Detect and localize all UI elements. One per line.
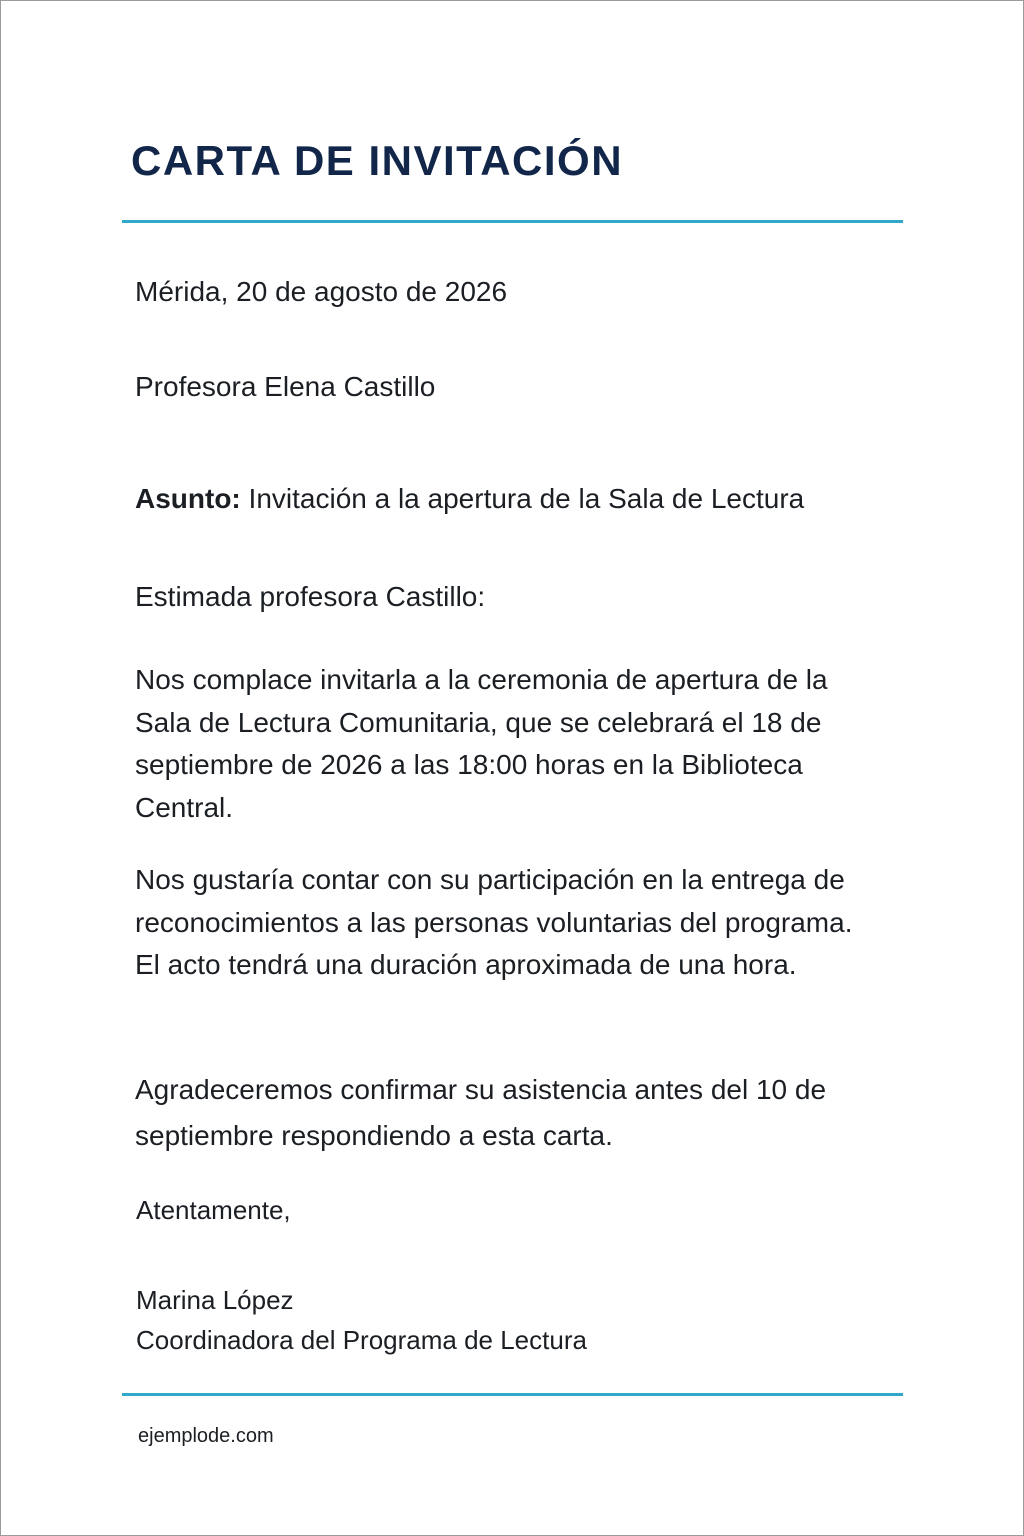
bottom-divider [122,1393,903,1396]
closing: Atentamente, [136,1195,291,1225]
letter-title: CARTA DE INVITACIÓN [131,137,624,184]
signer-role: Coordinadora del Programa de Lectura [136,1325,587,1355]
greeting: Estimada profesora Castillo: [135,581,486,612]
recipient: Profesora Elena Castillo [135,371,436,402]
signer-name: Marina López [136,1285,294,1315]
subject-line [135,482,804,516]
body-paragraph-2: Nos gustaría contar con su participación en la entrega de reconocimientos a las personas voluntarias del programa. El acto tendrá una duración aproximada de una hora. [135,864,853,980]
footer-site: ejemplode.com [138,1425,274,1447]
subject-text: Invitación a la apertura de la Sala de Lectura [240,483,805,514]
body-paragraph-3: Agradeceremos confirmar su asistencia antes del 10 de septiembre respondiendo a esta carta. [135,1074,827,1151]
body-paragraph-1: Nos complace invitarla a la ceremonia de apertura de la Sala de Lectura Comunitaria, que se celebrará el 18 de septiembre de 2026 a las 18:00 horas en la Biblioteca Central. [135,664,828,823]
subject-label: Asunto: [135,483,241,514]
top-divider [122,220,903,223]
place-date: Mérida, 20 de agosto de 2026 [135,276,508,307]
